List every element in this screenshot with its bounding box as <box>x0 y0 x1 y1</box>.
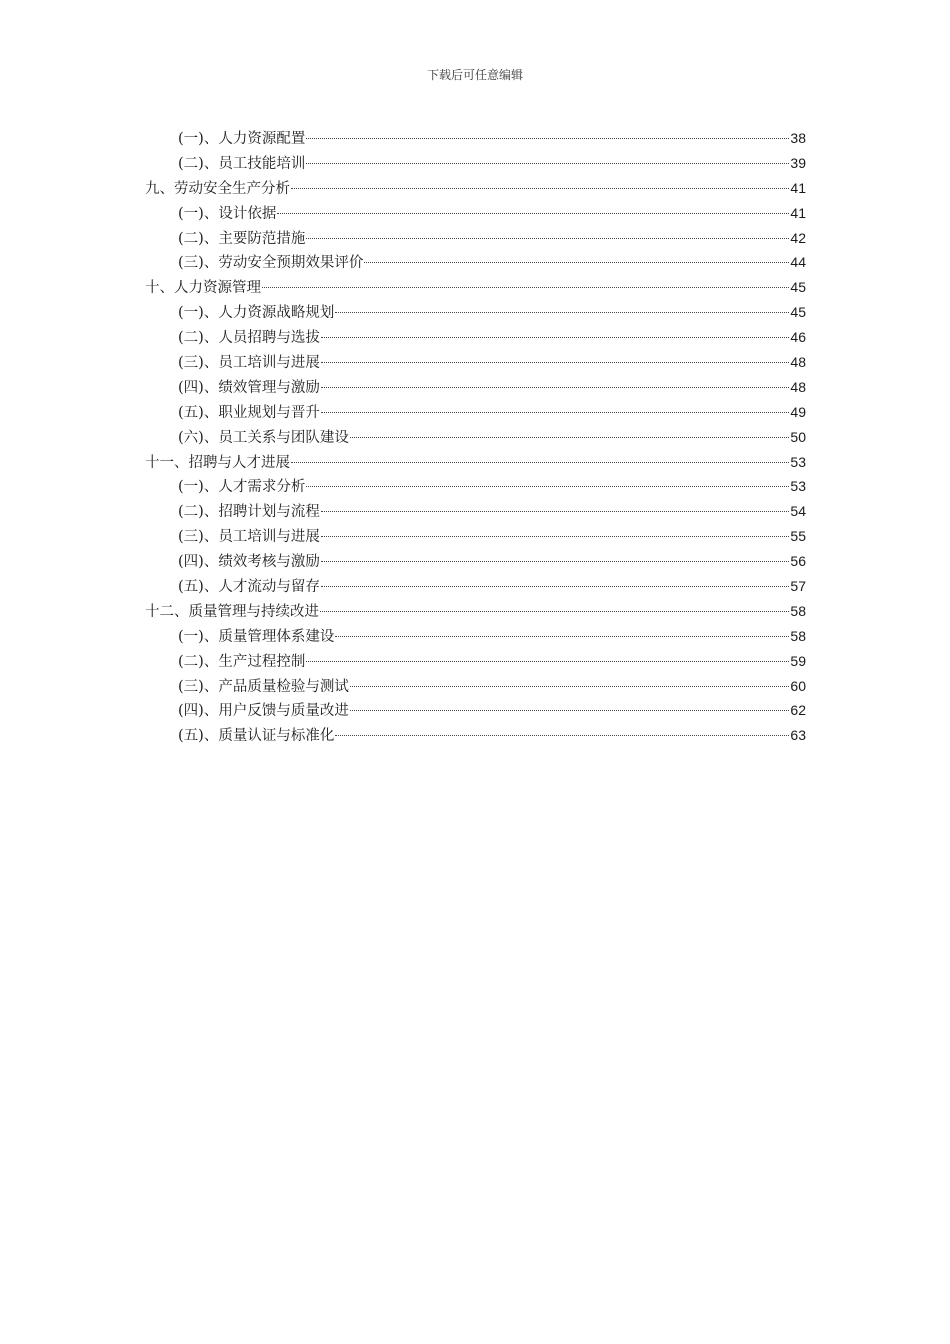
toc-entry-title: (一)、设计依据 <box>178 205 277 222</box>
toc-entry-page-number: 53 <box>790 478 806 495</box>
toc-entry-title: 十一、招聘与人才进展 <box>145 454 290 471</box>
toc-entry-title: 九、劳动安全生产分析 <box>145 180 290 197</box>
toc-dot-leader <box>364 262 789 263</box>
toc-entry-title: (五)、人才流动与留存 <box>178 579 320 596</box>
toc-entry-title: (三)、产品质量检验与测试 <box>178 678 349 695</box>
toc-entry-page-number: 58 <box>790 602 806 619</box>
toc-entry-page-number: 53 <box>790 453 806 470</box>
toc-section-entry[interactable] <box>145 674 806 699</box>
toc-dot-leader <box>321 536 790 537</box>
toc-dot-leader <box>306 661 789 662</box>
toc-entry-page-number: 57 <box>790 578 806 595</box>
toc-entry-title: (二)、生产过程控制 <box>178 653 306 670</box>
toc-dot-leader <box>306 238 789 239</box>
toc-section-entry[interactable] <box>145 723 806 748</box>
toc-entry-title: (三)、员工培训与进展 <box>178 529 320 546</box>
toc-section-entry[interactable] <box>145 425 806 450</box>
toc-section-entry[interactable] <box>145 375 806 400</box>
toc-section-entry[interactable] <box>145 325 806 350</box>
toc-dot-leader <box>350 710 790 711</box>
toc-entry-title: (四)、绩效管理与激励 <box>178 379 320 396</box>
toc-entry-page-number: 55 <box>790 528 806 545</box>
toc-chapter-entry[interactable] <box>145 275 806 300</box>
toc-entry-page-number: 58 <box>790 627 806 644</box>
toc-entry-title: (一)、质量管理体系建设 <box>178 628 335 645</box>
toc-entry-title: (二)、主要防范措施 <box>178 230 306 247</box>
toc-entry-title: (二)、人员招聘与选拔 <box>178 330 320 347</box>
toc-dot-leader <box>335 636 789 637</box>
toc-dot-leader <box>306 138 789 139</box>
toc-entry-page-number: 45 <box>790 279 806 296</box>
toc-entry-page-number: 48 <box>790 378 806 395</box>
toc-chapter-entry[interactable] <box>145 176 806 201</box>
toc-section-entry[interactable] <box>145 524 806 549</box>
toc-section-entry[interactable] <box>145 126 806 151</box>
toc-dot-leader <box>321 561 790 562</box>
toc-entry-page-number: 41 <box>790 204 806 221</box>
toc-entry-title: (二)、员工技能培训 <box>178 155 306 172</box>
toc-dot-leader <box>277 213 789 214</box>
toc-entry-page-number: 44 <box>790 254 806 271</box>
toc-entry-title: (五)、质量认证与标准化 <box>178 728 335 745</box>
toc-dot-leader <box>262 287 789 288</box>
toc-dot-leader <box>321 387 790 388</box>
toc-entry-page-number: 49 <box>790 403 806 420</box>
toc-entry-page-number: 60 <box>790 677 806 694</box>
toc-dot-leader <box>321 511 790 512</box>
toc-entry-title: 十二、质量管理与持续改进 <box>145 603 319 620</box>
toc-entry-page-number: 41 <box>790 179 806 196</box>
toc-entry-page-number: 50 <box>790 428 806 445</box>
toc-dot-leader <box>291 188 789 189</box>
toc-entry-title: (二)、招聘计划与流程 <box>178 504 320 521</box>
toc-entry-title: (四)、用户反馈与质量改进 <box>178 703 349 720</box>
toc-section-entry[interactable] <box>145 649 806 674</box>
toc-dot-leader <box>350 686 790 687</box>
toc-section-entry[interactable] <box>145 400 806 425</box>
toc-section-entry[interactable] <box>145 624 806 649</box>
toc-dot-leader <box>306 163 789 164</box>
toc-dot-leader <box>306 486 789 487</box>
toc-section-entry[interactable] <box>145 226 806 251</box>
toc-dot-leader <box>321 337 790 338</box>
toc-entry-title: (六)、员工关系与团队建设 <box>178 429 349 446</box>
toc-dot-leader <box>321 412 790 413</box>
toc-entry-page-number: 48 <box>790 354 806 371</box>
toc-section-entry[interactable] <box>145 499 806 524</box>
toc-entry-title: (一)、人力资源战略规划 <box>178 305 335 322</box>
toc-entry-page-number: 38 <box>790 130 806 146</box>
toc-entry-title: (一)、人才需求分析 <box>178 479 306 496</box>
toc-entry-title: (一)、人力资源配置 <box>178 131 306 147</box>
toc-section-entry[interactable] <box>145 201 806 226</box>
toc-entry-title: (四)、绩效考核与激励 <box>178 554 320 571</box>
toc-section-entry[interactable] <box>145 698 806 723</box>
toc-section-entry[interactable] <box>145 300 806 325</box>
toc-section-entry[interactable] <box>145 350 806 375</box>
toc-dot-leader <box>321 362 790 363</box>
toc-section-entry[interactable] <box>145 574 806 599</box>
toc-entry-page-number: 45 <box>790 304 806 321</box>
toc-chapter-entry[interactable] <box>145 599 806 624</box>
toc-entry-title: 十、人力资源管理 <box>145 280 261 297</box>
toc-dot-leader <box>320 611 789 612</box>
toc-entry-page-number: 62 <box>790 702 806 719</box>
toc-entry-title: (三)、劳动安全预期效果评价 <box>178 255 364 272</box>
toc-entry-title: (五)、职业规划与晋升 <box>178 404 320 421</box>
toc-dot-leader <box>291 462 789 463</box>
toc-section-entry[interactable] <box>145 250 806 275</box>
toc-entry-page-number: 59 <box>790 652 806 669</box>
toc-entry-page-number: 63 <box>790 727 806 744</box>
toc-entry-page-number: 56 <box>790 553 806 570</box>
toc-section-entry[interactable] <box>145 549 806 574</box>
toc-section-entry[interactable] <box>145 474 806 499</box>
table-of-contents <box>145 126 806 748</box>
toc-section-entry[interactable] <box>145 151 806 176</box>
toc-chapter-entry[interactable] <box>145 450 806 475</box>
toc-dot-leader <box>321 586 790 587</box>
toc-entry-title: (三)、员工培训与进展 <box>178 355 320 372</box>
toc-entry-page-number: 42 <box>790 229 806 246</box>
toc-dot-leader <box>335 735 789 736</box>
page-header-note: 下载后可任意编辑 <box>426 68 523 82</box>
toc-dot-leader <box>335 312 789 313</box>
toc-dot-leader <box>350 437 790 438</box>
toc-entry-page-number: 46 <box>790 329 806 346</box>
toc-entry-page-number: 39 <box>790 154 806 171</box>
toc-entry-page-number: 54 <box>790 503 806 520</box>
